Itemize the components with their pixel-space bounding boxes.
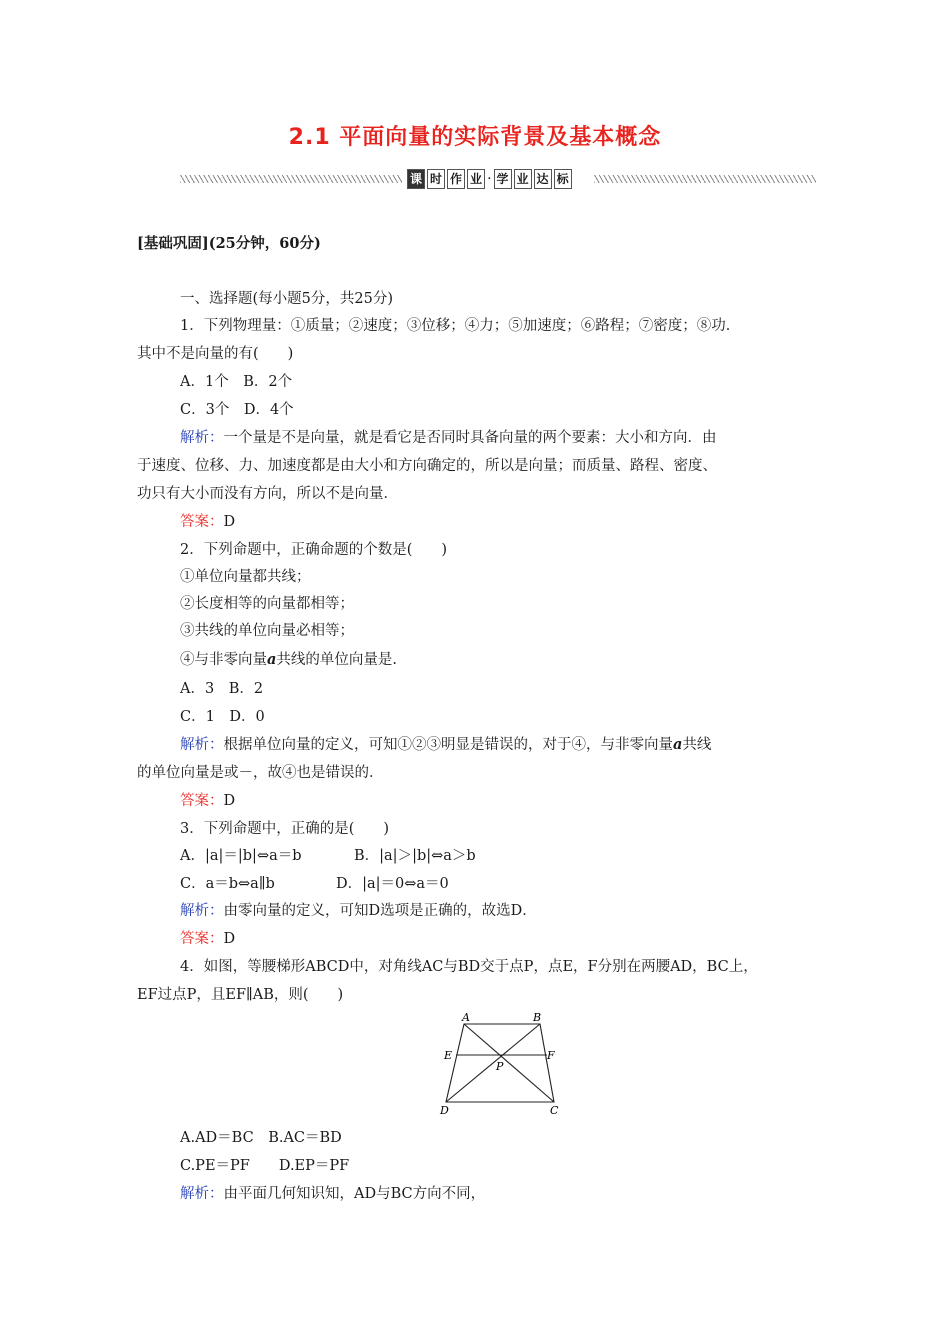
label-p: P — [496, 1060, 504, 1073]
banner-char: 业 — [514, 169, 532, 189]
label-b: B — [533, 1011, 542, 1024]
page-title: 2.1 平面向量的实际背景及基本概念 — [288, 125, 662, 150]
part-heading: 一、选择题(每小题5分，共25分) — [180, 291, 393, 307]
q2-analysis-line2: 的单位向量是或－，故④也是错误的． — [137, 765, 384, 781]
q3-option-a: A．|a|＝|b|⇔a＝b — [180, 848, 302, 864]
q4-stem-line1: 4．如图，等腰梯形ABCD中，对角线AC与BD交于点P，点E，F分别在两腰AD，BC上， — [180, 959, 758, 975]
analysis-text: 根据单位向量的定义，可知①②③明显是错误的，对于④，与非零向量 — [223, 737, 673, 753]
q1-answer — [180, 512, 235, 532]
q2-item4-text: ④与非零向量 — [180, 652, 267, 668]
answer-label: 答案： — [180, 514, 224, 530]
analysis-text: 由零向量的定义，可知D选项是正确的，故选D． — [223, 903, 537, 919]
q3-option-d: D．|a|＝0⇔a＝0 — [336, 876, 449, 892]
q3-analysis — [180, 901, 537, 921]
q1-options-cd: C．3个 D．4个 — [180, 402, 294, 418]
analysis-text: 由平面几何知识知，AD与BC方向不同， — [223, 1186, 486, 1202]
q2-item3: ③共线的单位向量必相等； — [180, 623, 354, 639]
q1-stem-line1: 1．下列物理量：①质量；②速度；③位移；④力；⑤加速度；⑥路程；⑦密度；⑧功． — [180, 318, 741, 334]
q2-options-ab: A．3 B．2 — [180, 681, 264, 697]
q4-options-cd: C.PE＝PF D.EP＝PF — [180, 1158, 350, 1174]
vector-a: a — [267, 651, 277, 668]
label-c: C — [550, 1104, 559, 1117]
analysis-label: 解析： — [180, 1186, 224, 1202]
label-f: F — [547, 1049, 555, 1062]
banner-badge — [406, 168, 573, 190]
banner-char: 达 — [534, 169, 552, 189]
section-banner — [180, 168, 816, 190]
banner-dot: · — [487, 171, 492, 187]
q1-options-ab: A．1个 B．2个 — [180, 374, 293, 390]
q4-analysis — [180, 1184, 485, 1204]
label-d: D — [440, 1104, 449, 1117]
label-e: E — [444, 1049, 453, 1062]
q3-stem: 3．下列命题中，正确的是( ) — [180, 821, 390, 837]
answer-value: D — [223, 931, 236, 947]
banner-hatch-right — [594, 175, 816, 183]
banner-hatch-left — [180, 175, 402, 183]
banner-char: 课 — [407, 169, 425, 189]
analysis-label: 解析： — [180, 903, 224, 919]
q3-answer — [180, 929, 235, 949]
q4-options-ab: A.AD＝BC B.AC＝BD — [180, 1130, 342, 1146]
q2-answer — [180, 791, 235, 811]
q2-item1: ①单位向量都共线； — [180, 569, 311, 585]
q1-analysis-line1 — [180, 428, 717, 448]
answer-label: 答案： — [180, 793, 224, 809]
q2-item2: ②长度相等的向量都相等； — [180, 596, 354, 612]
q1-stem-line2: 其中不是向量的有( ) — [137, 346, 294, 362]
section-heading: [基础巩固](25分钟，60分) — [137, 235, 321, 252]
analysis-text: 一个量是不是向量，就是看它是否同时具备向量的两个要素：大小和方向．由 — [223, 430, 717, 446]
analysis-label: 解析： — [180, 737, 224, 753]
q2-stem: 2．下列命题中，正确命题的个数是( ) — [180, 542, 448, 558]
banner-char: 作 — [447, 169, 465, 189]
analysis-label: 解析： — [180, 430, 224, 446]
trapezoid-figure — [430, 1010, 570, 1118]
label-a: A — [462, 1011, 470, 1024]
diagonal-ac — [464, 1024, 554, 1102]
analysis-text: 共线 — [682, 737, 712, 753]
answer-value: D — [223, 793, 236, 809]
q1-analysis-line2: 于速度、位移、力、加速度都是由大小和方向确定的，所以是向量；而质量、路程、密度、 — [137, 458, 717, 474]
banner-char: 时 — [427, 169, 445, 189]
banner-char: 学 — [494, 169, 512, 189]
q2-options-cd: C．1 D．0 — [180, 709, 265, 725]
diagonal-bd — [446, 1024, 540, 1102]
answer-label: 答案： — [180, 931, 224, 947]
q2-analysis-line1 — [180, 735, 711, 755]
q2-item4-text: 共线的单位向量是. — [276, 652, 398, 668]
q3-option-b: B．|a|＞|b|⇔a＞b — [354, 848, 476, 864]
q2-item4 — [180, 650, 397, 670]
vector-a: a — [673, 736, 683, 753]
answer-value: D — [223, 514, 236, 530]
q4-stem-line2: EF过点P，且EF∥AB，则( ) — [137, 987, 344, 1003]
banner-char: 业 — [467, 169, 485, 189]
q1-analysis-line3: 功只有大小而没有方向，所以不是向量． — [137, 486, 398, 502]
banner-char: 标 — [554, 169, 572, 189]
q3-option-c: C．a＝b⇔a∥b — [180, 876, 275, 892]
